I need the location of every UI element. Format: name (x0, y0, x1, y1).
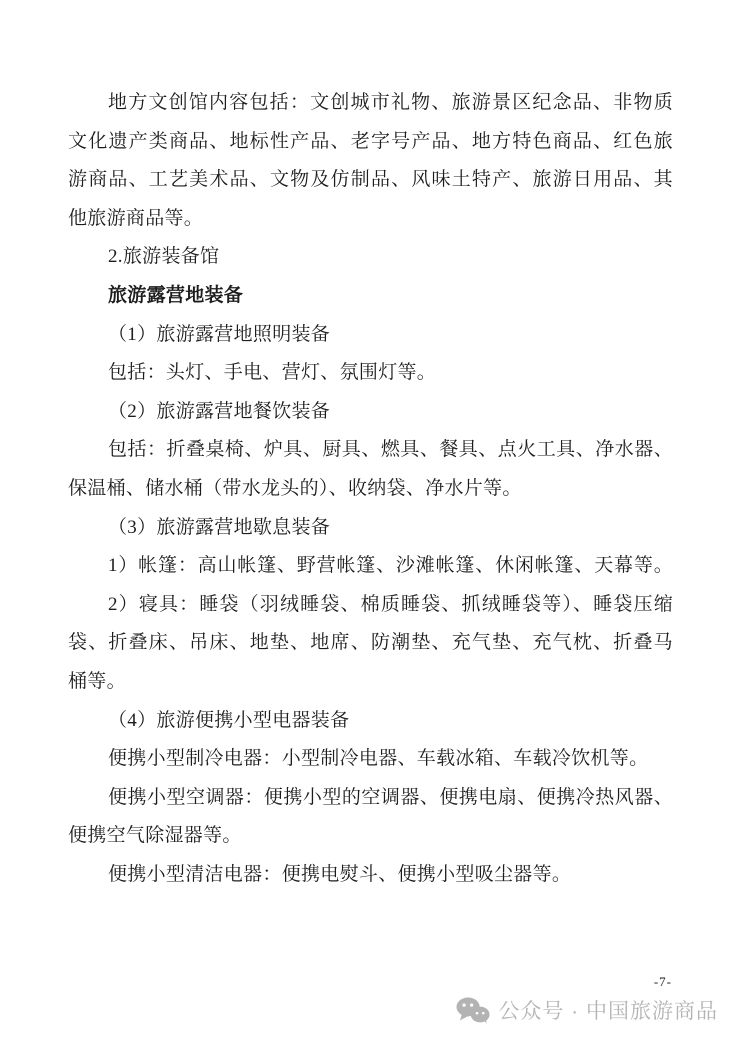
section-heading: 2.旅游装备馆 (108, 246, 220, 268)
text-line: 2）寝具：睡袋（羽绒睡袋、棉质睡袋、抓绒睡袋等）、睡袋压缩 (108, 593, 673, 615)
text-line: （2）旅游露营地餐饮装备 (108, 400, 331, 422)
text-line: 包括：折叠桌椅、炉具、厨具、燃具、餐具、点火工具、净水器、 (108, 439, 673, 461)
text-line: （1）旅游露营地照明装备 (108, 323, 331, 345)
text-line: 便携空气除湿器等。 (68, 825, 242, 847)
text-line: 文化遗产类商品、地标性产品、老字号产品、地方特色商品、红色旅 (68, 130, 673, 152)
document-body (68, 84, 673, 894)
text-line: 保温桶、储水桶（带水龙头的）、收纳袋、净水片等。 (68, 477, 522, 499)
subsection-heading: 旅游露营地装备 (108, 284, 244, 306)
page-number: -7- (653, 974, 672, 989)
watermark-label: 公众号 · 中国旅游商品 (498, 1000, 718, 1023)
text-line: 袋、折叠床、吊床、地垫、地席、防潮垫、充气垫、充气枕、折叠马 (68, 632, 673, 654)
text-line: 包括：头灯、手电、营灯、氛围灯等。 (108, 362, 437, 384)
text-line: 他旅游商品等。 (68, 207, 204, 229)
text-line: 便携小型空调器：便携小型的空调器、便携电扇、便携冷热风器、 (108, 786, 673, 808)
text-line: 地方文创馆内容包括：文创城市礼物、旅游景区纪念品、非物质 (108, 92, 673, 113)
text-line: （4）旅游便携小型电器装备 (108, 709, 350, 731)
watermark (456, 995, 718, 1025)
text-line: 便携小型清洁电器：便携电熨斗、便携小型吸尘器等。 (108, 863, 572, 885)
text-line: 桶等。 (68, 670, 126, 692)
text-line: （3）旅游露营地歇息装备 (108, 516, 331, 538)
text-line: 1）帐篷：高山帐篷、野营帐篷、沙滩帐篷、休闲帐篷、天幕等。 (108, 555, 673, 577)
text-line: 游商品、工艺美术品、文物及仿制品、风味土特产、旅游日用品、其 (68, 169, 673, 191)
text-line: 便携小型制冷电器：小型制冷电器、车载冰箱、车载冷饮机等。 (108, 748, 649, 770)
wechat-icon (456, 997, 490, 1024)
